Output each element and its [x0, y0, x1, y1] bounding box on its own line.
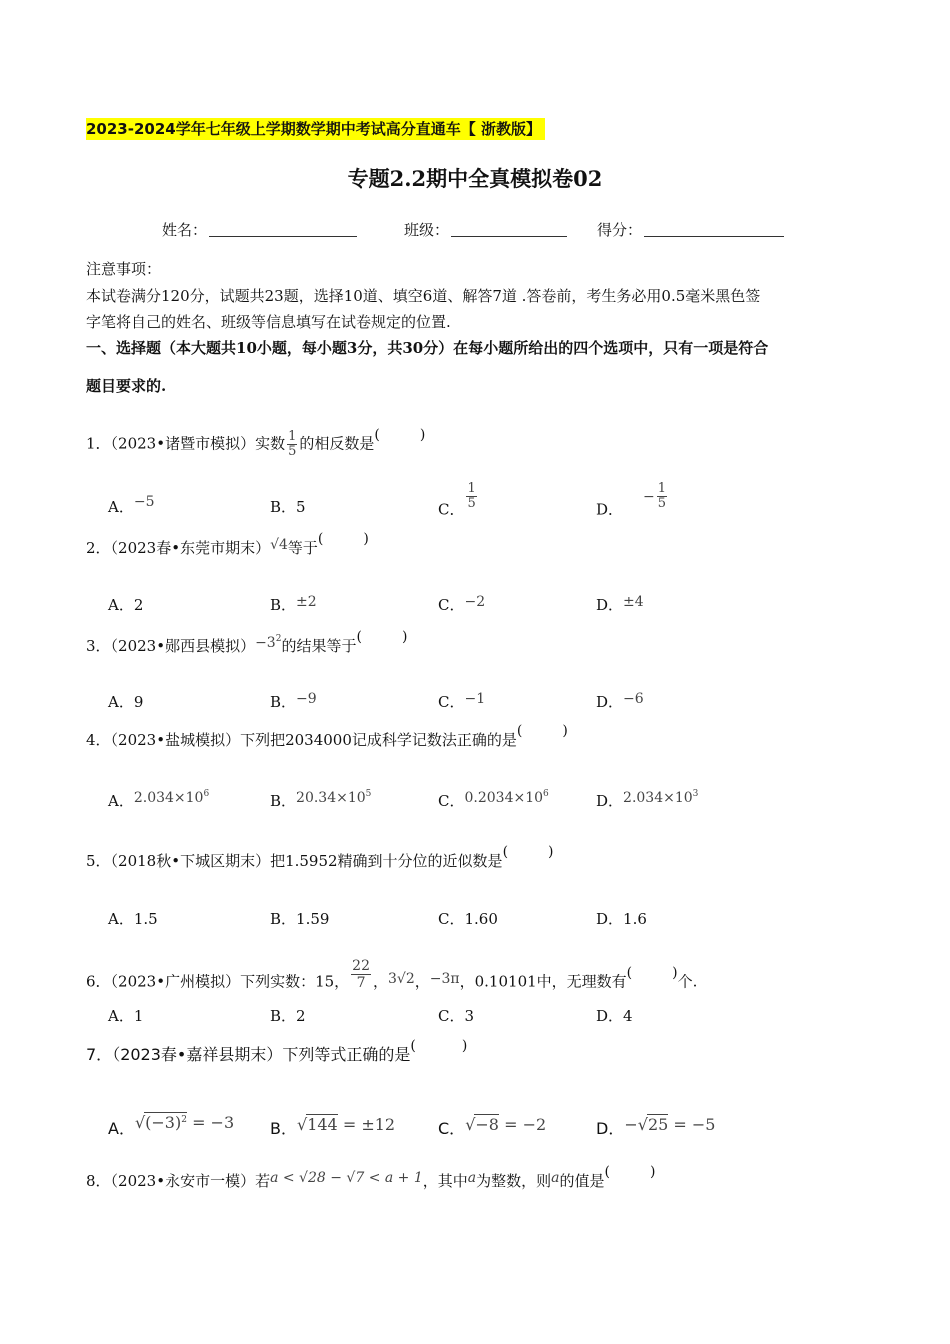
question-2 — [86, 531, 369, 562]
q7-option-d[interactable]: D．−√25 = −5 — [596, 1115, 716, 1138]
q3-option-c[interactable]: C．−1 — [438, 691, 486, 711]
math-expression: $-3^2$ — [255, 634, 282, 651]
q1-option-c[interactable]: C． $\frac{1}{5}$ — [438, 481, 476, 519]
notice-line-2: 字笔将自己的姓名、班级等信息填写在试卷规定的位置. — [86, 313, 451, 331]
answer-paren-open: ( — [626, 964, 633, 981]
q1-option-d[interactable]: D．− $\frac{1}{5}$ — [596, 481, 667, 519]
math-variable: a — [467, 1170, 477, 1186]
question-text: （2023•郧西县模拟） — [110, 637, 256, 655]
answer-paren-close: ) — [363, 531, 369, 547]
math-variable: a — [551, 1170, 560, 1186]
question-text: （2023春•东莞市期末） — [110, 539, 271, 557]
name-blank[interactable] — [209, 220, 357, 237]
question-5 — [86, 844, 554, 875]
section-line-1: 一、选择题（本大题共10小题，每小题3分，共30分）在每小题所给出的四个选项中，只有一项是符合 — [86, 339, 769, 357]
q1-option-a[interactable]: A．−5 — [108, 494, 155, 516]
q5-option-d[interactable]: D．1.6 — [596, 910, 647, 928]
notice-line-1: 本试卷满分120分，试题共23题，选择10道、填空6道、解答7道 .答卷前，考生务必用0.5毫米黑色签 — [86, 287, 761, 305]
fraction: $\frac{22}{7}$ — [352, 958, 370, 991]
q3-option-b[interactable]: B．−9 — [270, 691, 317, 711]
question-text: （2023•盐城模拟）下列把2034000记成科学记数法正确的是 — [110, 731, 517, 749]
q1-option-b[interactable]: B．5 — [270, 498, 306, 516]
q3-option-a[interactable]: A．9 — [108, 693, 144, 711]
question-8: 8．（2023•永安市一模）若a < √28 − √7 < a + 1，其中a为整数，则a的值是( ) — [86, 1168, 655, 1195]
question-number: 3． — [86, 637, 111, 655]
question-6: 6．（2023•广州模拟）下列实数：15， $\frac{22}{7}$ ，3√2，−3π，0.10101中，无理数有( )个. — [86, 958, 698, 991]
name-label: 姓名： — [162, 221, 208, 239]
q6-option-c[interactable]: C．3 — [438, 1007, 475, 1025]
class-field — [404, 219, 567, 240]
math-expression: a < √28 − √7 < a + 1 — [270, 1170, 423, 1186]
answer-paren-open: ( — [374, 426, 380, 443]
question-7 — [86, 1038, 468, 1069]
answer-paren-close: ) — [650, 1164, 656, 1180]
q7-option-b[interactable]: B．√144 = ±12 — [270, 1115, 396, 1138]
question-number: 1． — [86, 434, 111, 453]
answer-paren-close: ) — [419, 426, 426, 443]
score-blank[interactable] — [644, 220, 784, 237]
answer-paren-open: ( — [604, 1164, 610, 1180]
question-number: 7． — [86, 1045, 113, 1064]
q7-option-a[interactable]: A．$√(-3)^2 = -3$ — [108, 1113, 235, 1138]
q6-option-d[interactable]: D．4 — [596, 1007, 633, 1025]
question-number: 6． — [86, 972, 111, 991]
section-line-2: 题目要求的. — [86, 377, 167, 395]
fraction: $\frac{1}{5}$ — [288, 429, 297, 459]
q4-option-c[interactable]: C．$0.2034\times 10^6$ — [438, 789, 549, 810]
math-expression: 3√2 — [388, 970, 415, 987]
q5-option-b[interactable]: B．1.59 — [270, 910, 330, 928]
q6-option-b[interactable]: B．2 — [270, 1007, 306, 1025]
q2-option-b[interactable]: B．±2 — [270, 594, 317, 614]
question-text-tail: 等于 — [287, 539, 318, 557]
notice-heading: 注意事项： — [86, 260, 162, 278]
q3-option-d[interactable]: D．−6 — [596, 691, 644, 711]
q5-option-a[interactable]: A．1.5 — [108, 910, 158, 928]
q2-option-d[interactable]: D．±4 — [596, 594, 644, 614]
q2-option-c[interactable]: C．−2 — [438, 594, 486, 614]
question-text: （2023•诸暨市模拟）实数 — [110, 434, 286, 453]
question-number: 4． — [86, 731, 111, 749]
score-field — [597, 219, 784, 240]
q4-option-b[interactable]: B．$20.34\times 10^5$ — [270, 789, 372, 810]
score-label: 得分： — [597, 221, 643, 239]
question-1 — [86, 426, 426, 459]
q4-option-d[interactable]: D．$2.034\times 10^3$ — [596, 789, 699, 810]
answer-paren-close: ) — [548, 844, 554, 860]
answer-paren-close: ) — [461, 1038, 468, 1054]
question-3 — [86, 630, 407, 660]
question-text: （2018秋•下城区期末）把1.5952精确到十分位的近似数是 — [110, 852, 503, 870]
question-text: （2023•永安市一模）若 — [110, 1172, 271, 1190]
answer-paren-close: ) — [562, 723, 568, 739]
page-title: 专题2.2期中全真模拟卷02 — [347, 166, 603, 191]
answer-paren-open: ( — [502, 844, 509, 860]
question-text: （2023•广州模拟）下列实数：15， — [110, 972, 350, 991]
answer-paren-open: ( — [410, 1038, 416, 1054]
answer-paren-close: ) — [401, 629, 408, 645]
answer-paren-open: ( — [356, 629, 362, 645]
header-banner: 2023-2024学年七年级上学期数学期中考试高分直通车【 浙教版】 — [86, 118, 545, 140]
question-text: （2023春•嘉祥县期末）下列等式正确的是 — [112, 1045, 411, 1064]
q7-option-c[interactable]: C．√−8 = −2 — [438, 1115, 547, 1138]
question-number: 2． — [86, 539, 111, 557]
name-field — [162, 219, 357, 240]
answer-paren-open: ( — [317, 531, 324, 547]
question-number: 5． — [86, 852, 111, 870]
math-expression: √4 — [270, 537, 288, 553]
question-4 — [86, 723, 568, 754]
q4-option-a[interactable]: A．$2.034\times 10^6$ — [108, 789, 210, 810]
question-text-tail: 的相反数是 — [299, 434, 375, 453]
math-expression: −3π — [429, 970, 460, 987]
class-label: 班级： — [404, 221, 450, 239]
answer-paren-close: ) — [672, 964, 678, 981]
q5-option-c[interactable]: C．1.60 — [438, 910, 498, 928]
question-number: 8． — [86, 1172, 111, 1190]
question-text-tail: ，0.10101中，无理数有 — [459, 972, 627, 991]
q2-option-a[interactable]: A．2 — [108, 596, 144, 614]
question-text-tail: 的结果等于 — [281, 637, 357, 655]
answer-paren-open: ( — [516, 723, 523, 739]
class-blank[interactable] — [451, 220, 567, 237]
q6-option-a[interactable]: A．1 — [108, 1007, 144, 1025]
